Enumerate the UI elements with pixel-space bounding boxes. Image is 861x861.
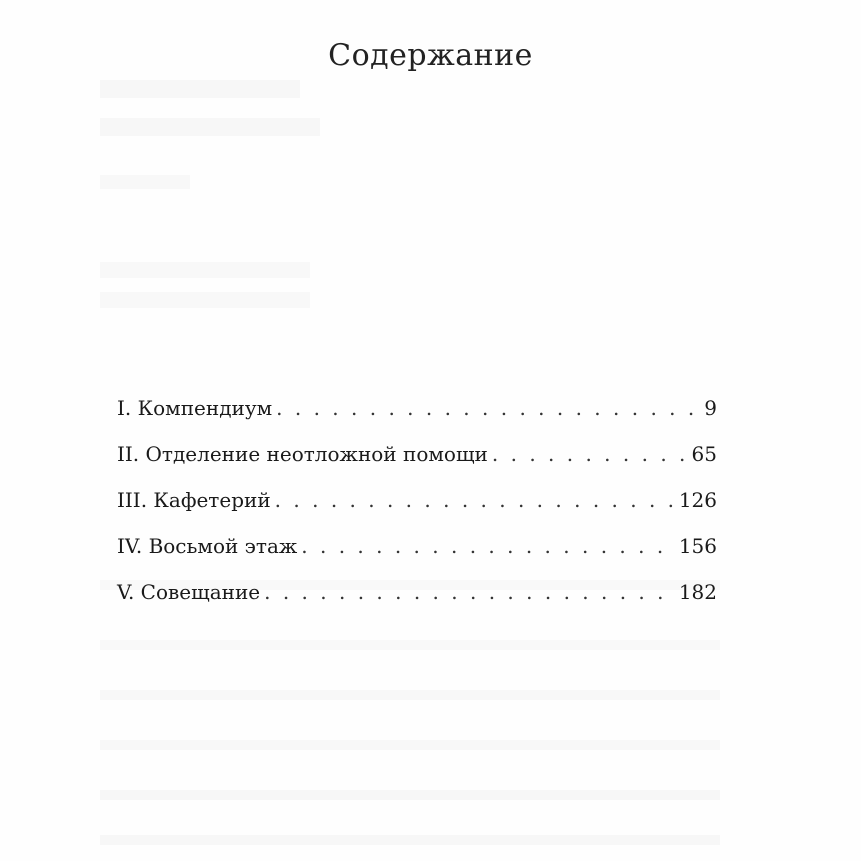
- toc-entry-page: 126: [678, 488, 717, 512]
- toc-entry-page: 156: [678, 534, 717, 558]
- toc-entry-page: 182: [678, 580, 717, 604]
- toc-entry[interactable]: [117, 580, 717, 626]
- toc-leader-dots: [264, 580, 675, 604]
- toc-entry[interactable]: [117, 534, 717, 580]
- toc-entry-label: I. Компендиум: [117, 396, 273, 420]
- toc-leader-dots: [276, 396, 700, 420]
- toc-entry[interactable]: [117, 442, 717, 488]
- toc-entry-label: II. Отделение неотложной помощи: [117, 442, 488, 466]
- toc-entry-page: 65: [691, 442, 717, 466]
- toc-leader-dots: [301, 534, 675, 558]
- toc-entry-label: V. Совещание: [117, 580, 261, 604]
- toc-entry-label: IV. Восьмой этаж: [117, 534, 298, 558]
- toc-entry[interactable]: [117, 396, 717, 442]
- toc-entry[interactable]: [117, 488, 717, 534]
- toc-entry-page: 9: [704, 396, 717, 420]
- toc-entry-label: III. Кафетерий: [117, 488, 271, 512]
- toc-leader-dots: [492, 442, 688, 466]
- toc-leader-dots: [275, 488, 675, 512]
- page-title: Содержание: [328, 38, 533, 73]
- table-of-contents: [117, 396, 717, 626]
